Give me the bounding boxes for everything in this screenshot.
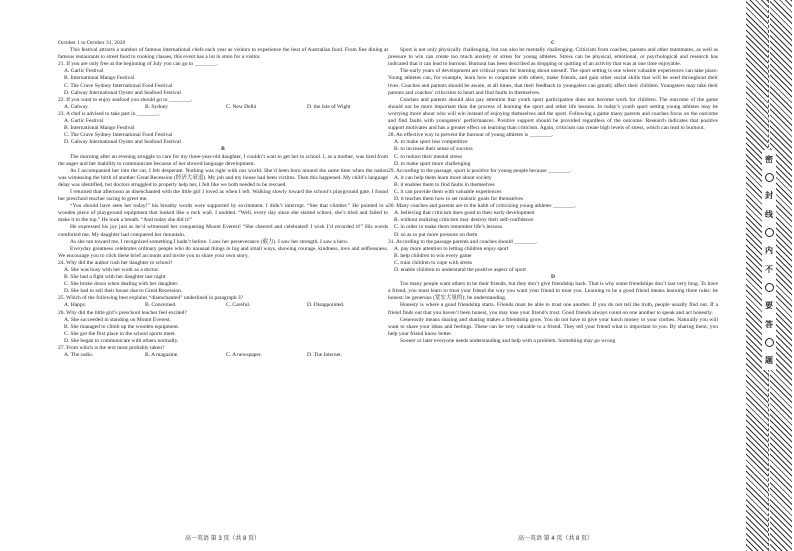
answer-option: A. believing that criticism does good to their early development (394, 210, 535, 217)
answer-option-row (58, 104, 388, 111)
answer-option: B. help children to win every game (394, 252, 472, 259)
text-line: 29. According to the passage, sport is positive for young people because ________. (388, 167, 572, 174)
answer-option: A. She succeeded in standing on Mount Everest. (64, 316, 171, 323)
text-line: This festival attracts a number of famous international chefs each year as visitors to experience the best of Australian food. From fine dining at famous restaurants to street food to cooking classes, this event has a lot in store for a visitor. (58, 47, 388, 61)
answer-option: C. New Delhi (226, 103, 257, 110)
answer-option: D. Galway International Oyster and Seafood Festival (64, 89, 181, 96)
binding-char: 答 (765, 320, 773, 329)
binding-circle-icon (765, 283, 774, 292)
binding-char: 内 (765, 246, 773, 255)
text-line: Honesty is where a good friendship starts. Friends must be able to trust one another. If you do not tell the truth, people usually find out. If a friend finds out that you haven’t been honest, you may lose your friend’s trust. Good friends always count on one another to speak and act honestly. (388, 302, 718, 316)
section-heading: C (551, 40, 555, 46)
answer-option: B. International Mango Festival (64, 75, 135, 82)
text-line: 30. Many coaches and parents are in the habit of criticizing young athletes ________. (388, 203, 577, 210)
answer-option: A. pay more attention to letting children enjoy sport (394, 245, 509, 252)
section-heading: D (551, 274, 555, 281)
answer-option: C. The Crave Sydney International Food Festival (64, 132, 173, 139)
text-line: Everyday greatness celebrates ordinary people who do unusual things in big and small ways, showing courage, kindness, love and selflessness. We encourage you to click these brief accounts and invite you to share your own story. (58, 245, 388, 259)
answer-option: B. Concerned. (145, 302, 177, 309)
answer-option-row (58, 302, 388, 309)
footer-page-3: 高一英语 第 3 页（共 8 页） (185, 536, 261, 542)
text-line: 27. From which is the text most probably taken? (58, 345, 165, 352)
answer-option: D. Disappointed. (307, 302, 345, 309)
answer-option: A. Garlic Festival (64, 68, 104, 75)
binding-warning-text (762, 150, 776, 370)
text-line: October 1 to October 31, 2020 (58, 40, 126, 46)
answer-option: C. Careful. (226, 302, 251, 309)
answer-option: A. The radio. (64, 352, 94, 359)
binding-char: 密 (765, 155, 773, 164)
section-heading: B (221, 146, 225, 153)
text-line: “You should have seen her today!” his breathy words were supported by excitement. I didn’t interrupt. “See that climber.” He pointed to a wooden piece of playground equipment that looked like a rock wall. I nodded. “Well, every day since she started school, she’s tried and failed to make it to the top.” He took a breath. “And today she did it!” (58, 203, 388, 224)
binding-circle-icon (765, 173, 774, 182)
answer-option: A. Happy. (64, 302, 87, 309)
binding-char: 线 (765, 210, 773, 219)
text-line: As she ran toward me, I recognized something I hadn’t before. I saw her perseverance (毅力). I saw her strength. I saw a hero. (70, 238, 349, 245)
answer-option: B. to increase their sense of success (394, 146, 473, 153)
text-line: Too many people want others to be their friends, but they don’t give friendship back. That is why some friendships don’t last very long. To have a friend, you must learn to treat your friend the way you want your friend to treat you. Learning to be a good friend means learning three rules: be honest; be generous (宽宏大量的); be understanding. (388, 281, 718, 302)
answer-option: D. enable children to understand the positive aspect of sport (394, 267, 526, 273)
text-line: Sport is not only physically challenging, but can also be mentally challenging. Criticism from coaches, parents and other teammates, as well as pressure to win can create too much anxiety or stress for young athletes. Stress can be physical, emotional, or psychological and research has indicated that it can lead to burnout. Burnout has been described as dropping or quitting of an activity that was at one time enjoyable. (388, 47, 718, 68)
binding-margin (726, 0, 794, 551)
text-line: 25. Which of the following best explains “disenchanted” underlined in paragraph 3? (58, 295, 244, 302)
text-line: 31. According to the passage parents and coaches should ________. (388, 238, 538, 245)
answer-option: B. International Mango Festival (64, 125, 135, 132)
answer-option: A. Galway (64, 103, 88, 110)
answer-option: A. to make sport less competitive (394, 139, 468, 146)
binding-char: 封 (765, 191, 773, 200)
text-line: 28. An effective way to prevent the burnout of young athletes is ________. (388, 132, 553, 139)
answer-option: D. so as to put more pressure on them (394, 231, 478, 238)
text-line: 24. Why did the author rush her daughter to school? (58, 259, 173, 266)
footer-page-4: 高一英语 第 4 页（共 8 页） (518, 536, 594, 542)
answer-option: A. Garlic Festival (64, 118, 104, 125)
binding-circle-icon (765, 228, 774, 237)
answer-option: D. to make sport more challenging (394, 160, 471, 167)
answer-option: C. She got the first place in the school sports meet. (64, 330, 176, 337)
text-line: He expressed his joy just as he’d witnessed her conquering Mount Everest! “She cheered and celebrated! I wish I’d recorded it!” His words comforted me. My daughter had conquered her mountain. (58, 224, 388, 238)
text-line: 26. Why did the little girl’s preschool teacher feel excited? (58, 309, 187, 316)
answer-option: C. The Crave Sydney International Food Festival (64, 82, 173, 89)
left-column (58, 40, 388, 359)
answer-option-row (58, 352, 388, 359)
answer-option: D. She began to communicate with others normally. (64, 337, 179, 344)
text-line: Coaches and parents should also pay attention that youth sport participation does not become work for children. The outcome of the game should not be more important than the process of learning the sport and other life lessons. In today’s youth sport setting young athletes may be worrying more about who will win instead of enjoying themselves and the sport. Following a game many parents and coaches focus on the outcome and find faults with youngsters’ performances. Positive support should be provided regardless of the outcome. Research indicates that positive support motivates and has a greater effect on learning than criticism. Again, criticism can create high levels of stress, which can lead to burnout. (388, 96, 718, 132)
text-line: I returned that afternoon as disenchanted with the little girl I loved as when I left. Walking slowly toward the school’s playground gate, I found her preschool teacher racing to greet me. (58, 188, 388, 203)
binding-char: 不 (765, 265, 773, 274)
answer-option: B. Sydney (145, 103, 168, 110)
text-line: 21. If you are only free at the beginning of July you can go to ________. (58, 61, 218, 68)
answer-option: C. it can provide them with valuable experiences (394, 188, 502, 195)
answer-option: C. to reduce their mental stress (394, 153, 463, 160)
answer-option: D. She had to sell their house due to Great Recession. (64, 288, 183, 295)
text-line: As I accompanied her into the car, I felt desperate. Nothing was right with our world. She’d been born around the same time when the nation was witnessing the birth of another Great Recession (经济大衰退). My job and my house had been victims. Then this happened. My child’s language delay was identified, but doctors struggled to properly help her, I felt like we both needed to be rescued. (58, 167, 388, 188)
answer-option: B. She managed to climb up the wooden equipment. (64, 323, 180, 330)
binding-char: 要 (765, 301, 773, 310)
text-line: Sooner or later everyone needs understanding and help with a problem. Something may go wrong (400, 337, 616, 344)
right-column (388, 40, 718, 345)
answer-option: D. Galway International Oyster and Seafood Festival (64, 139, 181, 146)
answer-option: A. She was busy with her work as a doctor. (64, 267, 160, 273)
text-line: 23. A chef is advised to take part in ________. (58, 110, 161, 117)
text-line: Generosity means sharing and sharing makes a friendship grow. You do not have to give your lunch money or your clothes. Naturally you will want to share your ideas and feelings. These can be very valuable to a friend. They tell your friend what is important to you. By sharing them, you help your friend know better. (388, 316, 718, 337)
binding-circle-icon (765, 338, 774, 347)
answer-option: A. it can help them learn more about society (394, 174, 492, 181)
answer-option: B. without realizing criticism may destroy their self-confidence (394, 217, 534, 224)
answer-option: D. The Internet. (307, 352, 343, 359)
binding-char: 题 (765, 356, 773, 365)
text-line: The morning after an evening struggle to care for my three-year-old daughter, I couldn’t wait to get her to school. I, as a mother, was tired from the anger and her inability to communicate because of her slowed language development. (58, 153, 388, 167)
answer-option: B. it enables them to find faults in themselves (394, 181, 495, 188)
answer-option: C. She broke down when dealing with her daughter. (64, 281, 179, 288)
text-line: The early years of development are critical years for learning about oneself. The sport setting is one where valuable experiences can take place. Young athletes can, for example, learn how to cooperate with others, make friends, and gain other social skills that will be used throughout their lives. Coaches and parents should be aware, at all times, that their feedback to youngsters can greatly affect their children. Youngsters may take their parents and coaches’ criticisms to heart and find faults in themselves. (388, 68, 718, 96)
answer-option: C. train children to cope with stress (394, 259, 473, 266)
text-line: 22. If you want to enjoy seafood you should go to ________. (58, 96, 193, 103)
answer-option: D. it teaches them how to set realistic goals for themselves (394, 196, 524, 203)
answer-option: D. the Isle of Wight (307, 103, 351, 110)
answer-option: C. A newspaper. (226, 352, 262, 359)
answer-option: B. A magazine. (145, 352, 179, 359)
answer-option: B. She had a fight with her daughter last night. (64, 274, 167, 281)
answer-option: C. in order to make them remember life’s lessons (394, 224, 503, 231)
